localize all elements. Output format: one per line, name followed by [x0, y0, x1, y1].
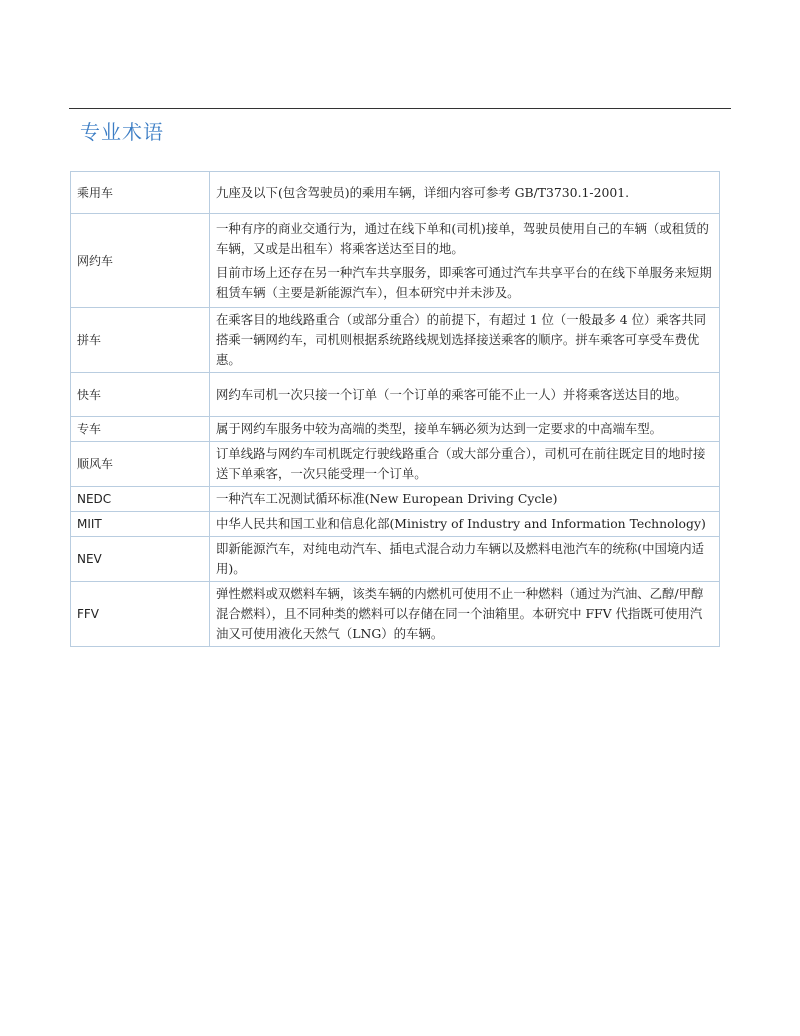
table-row: [71, 214, 720, 308]
definition-cell: 弹性燃料或双燃料车辆，该类车辆的内燃机可使用不止一种燃料（通过为汽油、乙醇/甲醇混合燃料），且不同种类的燃料可以存储在同一个油箱里。本研究中 FFV 代指既可使用汽油又可使用液化天然气（LNG）的车辆。: [210, 582, 720, 647]
definition-cell: 九座及以下(包含驾驶员)的乘用车辆，详细内容可参考 GB/T3730.1-2001.: [210, 172, 720, 214]
definition-cell: 订单线路与网约车司机既定行驶线路重合（或大部分重合），司机可在前往既定目的地时接送下单乘客，一次只能受理一个订单。: [210, 442, 720, 487]
header-rule: [69, 108, 731, 109]
definition-cell: 即新能源汽车，对纯电动汽车、插电式混合动力车辆以及燃料电池汽车的统称(中国境内适用)。: [210, 537, 720, 582]
definition-cell: 属于网约车服务中较为高端的类型，接单车辆必须为达到一定要求的中高端车型。: [210, 417, 720, 442]
definition-cell: 网约车司机一次只接一个订单（一个订单的乘客可能不止一人）并将乘客送达目的地。: [210, 373, 720, 417]
definition-cell: 一种汽车工况测试循环标准(New European Driving Cycle): [210, 487, 720, 512]
table-row: [71, 373, 720, 417]
table-row: [71, 308, 720, 373]
term-cell: FFV: [71, 582, 210, 647]
term-cell: 网约车: [71, 214, 210, 308]
term-cell: MIIT: [71, 512, 210, 537]
glossary-table: [70, 171, 720, 647]
table-row: [71, 512, 720, 537]
table-row: [71, 172, 720, 214]
definition-cell: 在乘客目的地线路重合（或部分重合）的前提下，有超过 1 位（一般最多 4 位）乘客共同搭乘一辆网约车，司机则根据系统路线规划选择接送乘客的顺序。拼车乘客可享受车费优惠。: [210, 308, 720, 373]
term-cell: 乘用车: [71, 172, 210, 214]
term-cell: 顺风车: [71, 442, 210, 487]
term-cell: NEDC: [71, 487, 210, 512]
table-row: [71, 442, 720, 487]
definition-cell: 中华人民共和国工业和信息化部(Ministry of Industry and Information Technology): [210, 512, 720, 537]
table-row: [71, 417, 720, 442]
table-row: [71, 582, 720, 647]
table-row: [71, 537, 720, 582]
table-row: [71, 487, 720, 512]
page-title: 专业术语: [80, 120, 164, 144]
term-cell: NEV: [71, 537, 210, 582]
term-cell: 拼车: [71, 308, 210, 373]
definition-cell: 一种有序的商业交通行为，通过在线下单和(司机)接单，驾驶员使用自己的车辆（或租赁的车辆，又或是出租车）将乘客送达至目的地。 目前市场上还存在另一种汽车共享服务，即乘客可通过汽车共享平台的在线下单服务来短期租赁车辆（主要是新能源汽车），但本研究中并未涉及。: [210, 214, 720, 308]
term-cell: 快车: [71, 373, 210, 417]
term-cell: 专车: [71, 417, 210, 442]
